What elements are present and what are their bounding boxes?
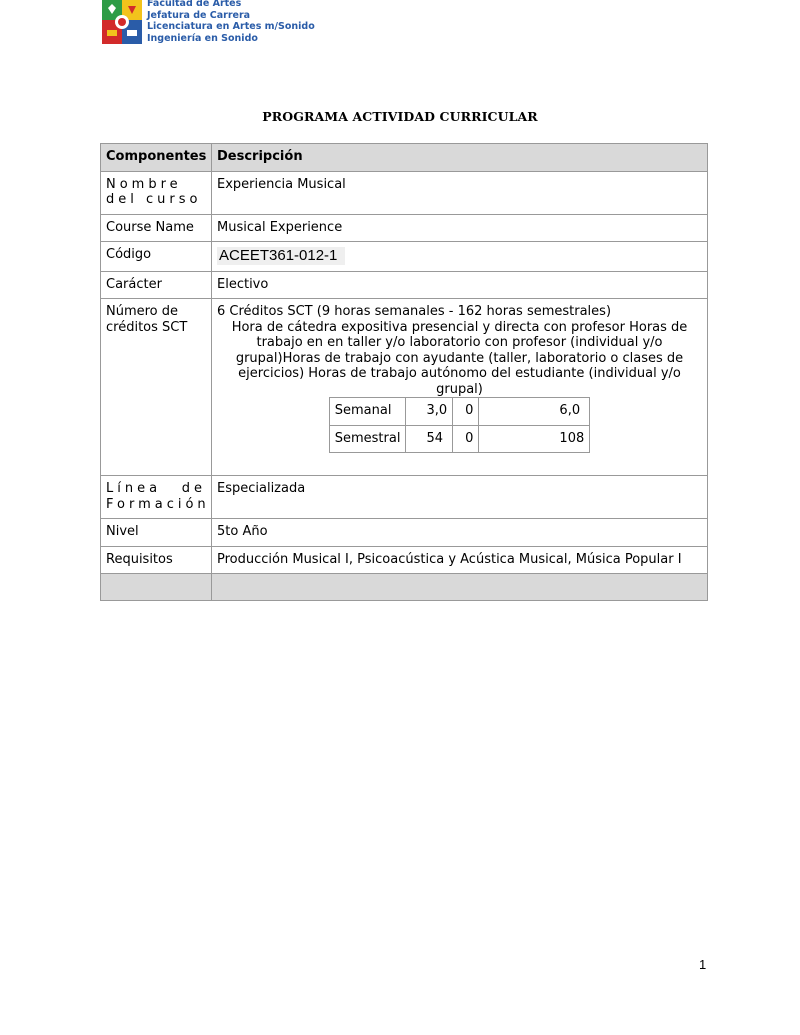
credits-hours-description: Hora de cátedra expositiva presencial y directa con profesor Horas de trabajo en en taller y/o laboratorio con profesor (individual y/o grupal)Horas de trabajo con ayudante (taller, laboratorio o clases de ejercicios) Horas de trabajo autónomo del estudiante (individual y/o grupal) [231, 319, 688, 397]
empty-cell [212, 574, 708, 601]
credits-summary: 6 Créditos SCT (9 horas semanales - 162 horas semestrales) [217, 304, 612, 319]
table-row [101, 476, 708, 519]
header-components: Componentes [101, 144, 212, 172]
empty-cell [101, 574, 212, 601]
table-row [101, 546, 708, 574]
row-value-requirements: Producción Musical I, Psicoacústica y Acústica Musical, Música Popular I [212, 546, 708, 574]
hours-value: 6,0 [479, 398, 590, 426]
university-crest-icon [102, 0, 142, 44]
logo-line-degree: Licenciatura en Artes m/Sonido [147, 21, 315, 32]
table-row [101, 519, 708, 547]
row-value-credits [212, 299, 708, 476]
hours-value: 108 [479, 425, 590, 453]
row-value-course-name-es: Experiencia Musical [212, 171, 708, 214]
document-title: PROGRAMA ACTIVIDAD CURRICULAR [262, 109, 538, 124]
table-row [101, 271, 708, 299]
hours-value: 0 [453, 398, 479, 426]
logo-text [147, 0, 315, 44]
table-header-row [101, 144, 708, 172]
table-row [101, 299, 708, 476]
row-label-course-name-en: Course Name [101, 214, 212, 242]
row-value-character: Electivo [212, 271, 708, 299]
row-label-course-name-es: Nombre del curso [101, 171, 212, 214]
hours-label: Semanal [329, 398, 406, 426]
row-label-credits: Número de créditos SCT [101, 299, 212, 476]
row-label-level: Nivel [101, 519, 212, 547]
hours-label: Semestral [329, 425, 406, 453]
table-row [101, 242, 708, 272]
row-value-training-line: Especializada [212, 476, 708, 519]
row-value-level: 5to Año [212, 519, 708, 547]
logo-line-program: Ingeniería en Sonido [147, 32, 258, 44]
hours-row-semester [329, 425, 590, 453]
hours-row-weekly [329, 398, 590, 426]
row-value-course-name-en: Musical Experience [212, 214, 708, 242]
table-empty-row [101, 574, 708, 601]
logo-line-office: Jefatura de Carrera [147, 9, 251, 21]
page-number: 1 [699, 957, 707, 972]
credits-hours-table [329, 397, 591, 453]
faculty-logo [102, 0, 322, 46]
row-value-code-cell [212, 242, 708, 272]
hours-value: 3,0 [406, 398, 453, 426]
table-row [101, 171, 708, 214]
course-program-table [100, 143, 708, 601]
header-description: Descripción [212, 144, 708, 172]
row-label-character: Carácter [101, 271, 212, 299]
row-label-code: Código [101, 242, 212, 272]
row-label-requirements: Requisitos [101, 546, 212, 574]
table-row [101, 214, 708, 242]
logo-line-faculty: Facultad de Artes [147, 0, 242, 9]
hours-value: 54 [406, 425, 453, 453]
course-code: ACEET361-012-1 [217, 247, 345, 265]
row-label-training-line: Línea de Formación [101, 476, 212, 519]
hours-value: 0 [453, 425, 479, 453]
